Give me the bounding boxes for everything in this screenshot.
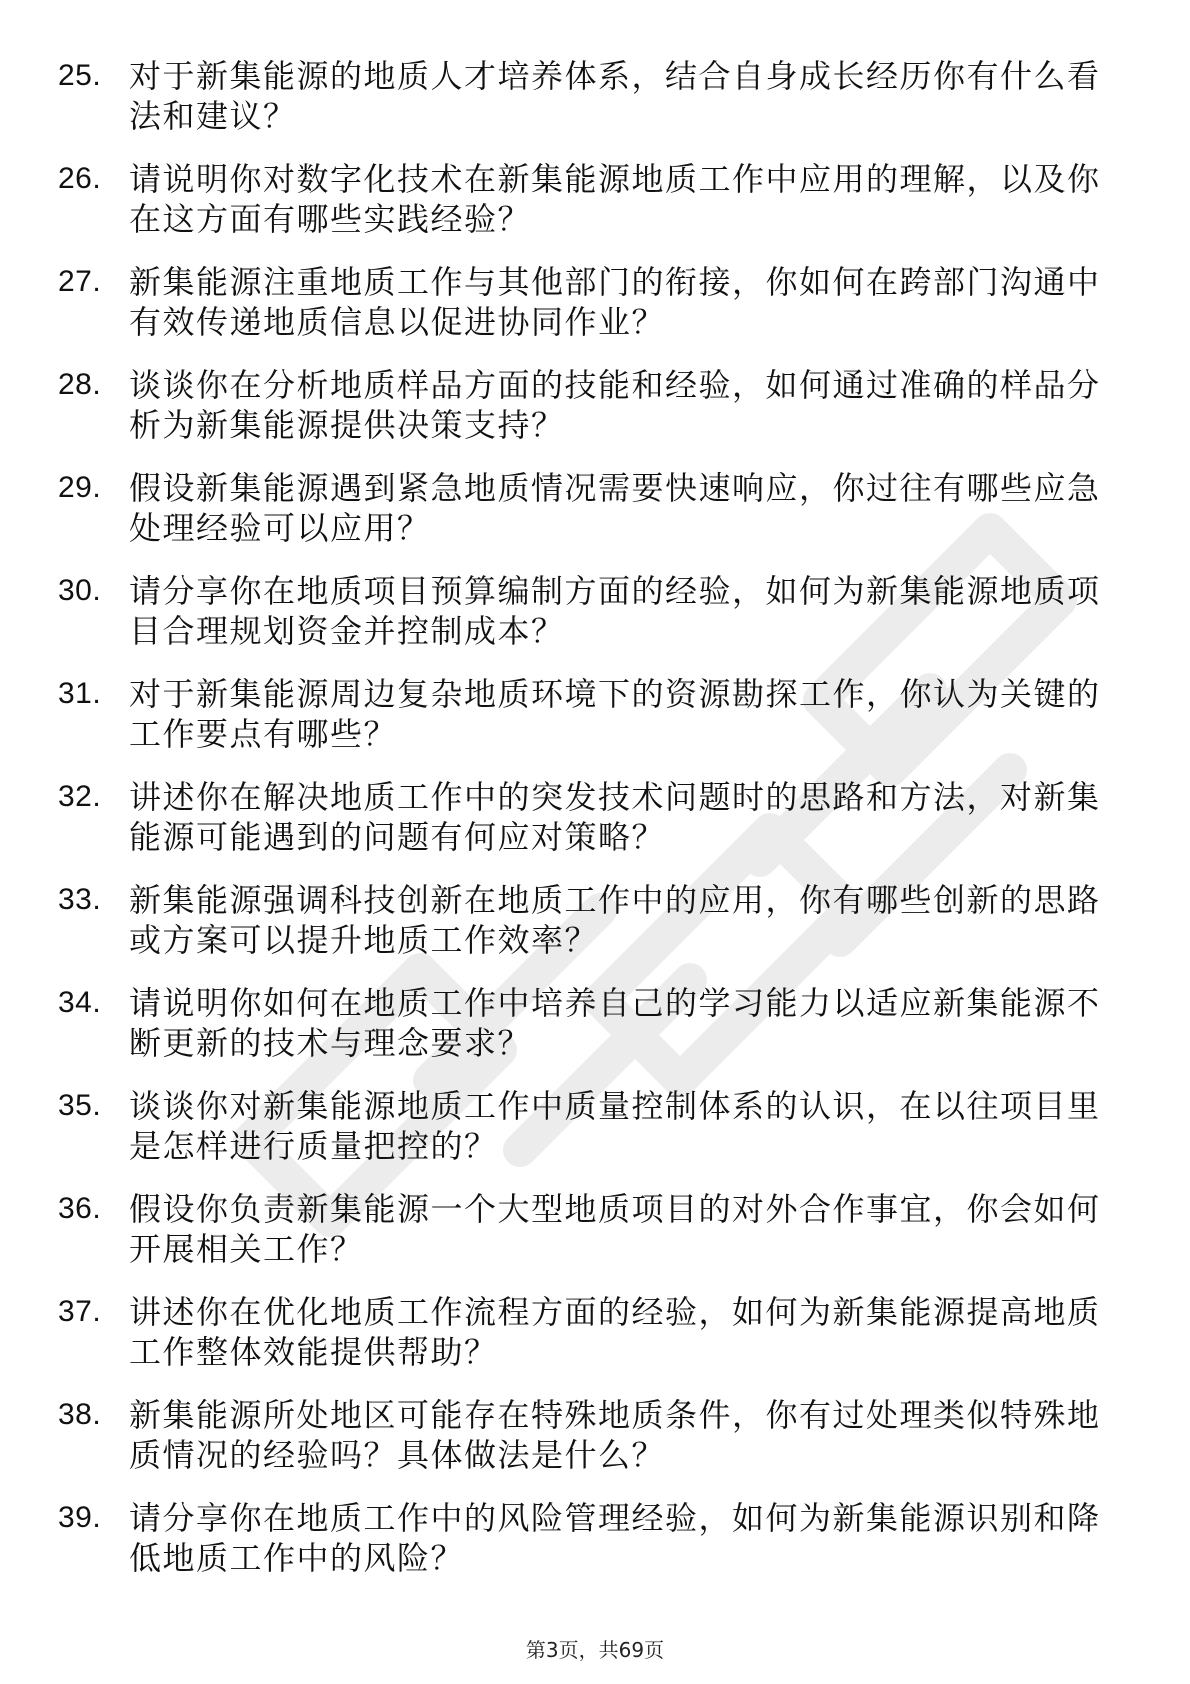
- question-text: 谈谈你在分析地质样品方面的技能和经验，如何通过准确的样品分析为新集能源提供决策支持？: [129, 366, 1101, 444]
- question-item: [0, 56, 1190, 159]
- question-item: [0, 365, 1190, 468]
- question-text: 讲述你在优化地质工作流程方面的经验，如何为新集能源提高地质工作整体效能提供帮助？: [129, 1293, 1101, 1371]
- page-number-label: 第3页，共69页: [525, 1638, 665, 1662]
- question-text: 请分享你在地质项目预算编制方面的经验，如何为新集能源地质项目合理规划资金并控制成本？: [129, 572, 1101, 650]
- question-item: [0, 468, 1190, 571]
- question-text: 请说明你如何在地质工作中培养自己的学习能力以适应新集能源不断更新的技术与理念要求？: [129, 984, 1101, 1062]
- question-number: 34.: [58, 986, 102, 1019]
- question-number: 30.: [58, 574, 102, 607]
- question-item: [0, 983, 1190, 1086]
- question-item: [0, 159, 1190, 262]
- question-number: 38.: [58, 1398, 102, 1431]
- question-item: [0, 262, 1190, 365]
- question-text: 新集能源所处地区可能存在特殊地质条件，你有过处理类似特殊地质情况的经验吗？具体做法是什么？: [129, 1396, 1101, 1474]
- question-item: [0, 1498, 1190, 1601]
- question-text: 对于新集能源周边复杂地质环境下的资源勘探工作，你认为关键的工作要点有哪些？: [129, 675, 1101, 753]
- question-text: 新集能源注重地质工作与其他部门的衔接，你如何在跨部门沟通中有效传递地质信息以促进协同作业？: [129, 263, 1101, 341]
- question-number: 28.: [58, 368, 102, 401]
- question-number: 25.: [58, 59, 102, 92]
- question-text: 假设你负责新集能源一个大型地质项目的对外合作事宜，你会如何开展相关工作？: [129, 1190, 1101, 1268]
- question-text: 对于新集能源的地质人才培养体系，结合自身成长经历你有什么看法和建议？: [129, 57, 1101, 135]
- question-text: 讲述你在解决地质工作中的突发技术问题时的思路和方法，对新集能源可能遇到的问题有何应对策略？: [129, 778, 1101, 856]
- question-item: [0, 1395, 1190, 1498]
- question-text: 假设新集能源遇到紧急地质情况需要快速响应，你过往有哪些应急处理经验可以应用？: [129, 469, 1101, 547]
- question-number: 31.: [58, 677, 102, 710]
- question-item: [0, 777, 1190, 880]
- question-text: 请分享你在地质工作中的风险管理经验，如何为新集能源识别和降低地质工作中的风险？: [129, 1499, 1101, 1577]
- question-item: [0, 571, 1190, 674]
- question-item: [0, 674, 1190, 777]
- question-item: [0, 880, 1190, 983]
- question-number: 29.: [58, 471, 102, 504]
- question-number: 36.: [58, 1192, 102, 1225]
- question-number: 32.: [58, 780, 102, 813]
- question-item: [0, 1086, 1190, 1189]
- question-text: 谈谈你对新集能源地质工作中质量控制体系的认识，在以往项目里是怎样进行质量把控的？: [129, 1087, 1101, 1165]
- question-text: 请说明你对数字化技术在新集能源地质工作中应用的理解，以及你在这方面有哪些实践经验？: [129, 160, 1101, 238]
- question-number: 26.: [58, 162, 102, 195]
- question-number: 37.: [58, 1295, 102, 1328]
- page-footer: [0, 1638, 1190, 1662]
- question-number: 39.: [58, 1501, 102, 1534]
- question-item: [0, 1189, 1190, 1292]
- question-number: 35.: [58, 1089, 102, 1122]
- question-number: 33.: [58, 883, 102, 916]
- question-list: [0, 56, 1190, 1601]
- question-item: [0, 1292, 1190, 1395]
- question-number: 27.: [58, 265, 102, 298]
- question-text: 新集能源强调科技创新在地质工作中的应用，你有哪些创新的思路或方案可以提升地质工作效率？: [129, 881, 1101, 959]
